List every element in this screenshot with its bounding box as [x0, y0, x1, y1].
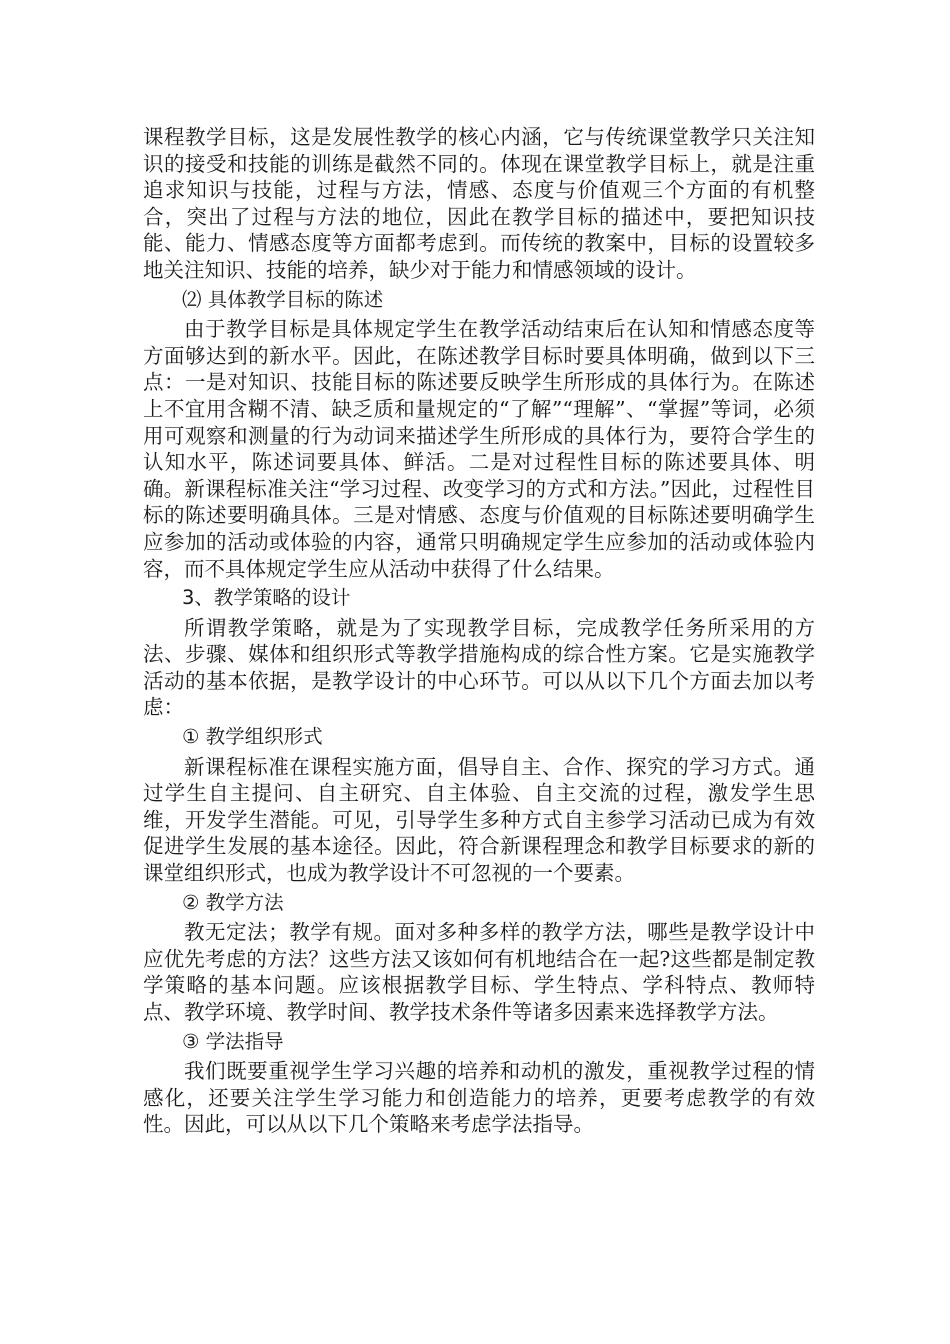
- heading-teaching-methods: ② 教学方法: [182, 890, 284, 914]
- paragraph-continued: 课程教学目标，这是发展性教学的核心内涵，它与传统课堂教学只关注知识的接受和技能的训练是截然不同的。体现在课堂教学目标上，就是注重追求知识与技能，过程与方法，情感、态度与价值观三个方面的有机整合，突出了过程与方法的地位，因此在教学目标的描述中，要把知识技能、能力、情感态度等方面都考虑到。而传统的教案中，目标的设置较多地关注知识、技能的培养，缺少对于能力和情感领域的设计。: [143, 125, 815, 282]
- heading-organization-form: ① 教学组织形式: [182, 725, 323, 749]
- document-page: [143, 124, 815, 1138]
- heading-specific-objectives: ⑵ 具体教学目标的陈述: [182, 287, 384, 311]
- paragraph-learning-guidance: 我们既要重视学生学习兴趣的培养和动机的激发，重视教学过程的情感化，还要关注学生学习能力和创造能力的培养，更要考虑教学的有效性。因此，可以从以下几个策略来考虑学法指导。: [143, 1059, 815, 1137]
- paragraph-objective-statement: 由于教学目标是具体规定学生在教学活动结束后在认知和情感态度等方面够达到的新水平。因此，在陈述教学目标时要具体明确，做到以下三点：一是对知识、技能目标的陈述要反映学生所形成的具体行为。在陈述上不宜用含糊不清、缺乏质和量规定的“了解”“理解”、“掌握”等词，必须用可观察和测量的行为动词来描述学生所形成的具体行为，要符合学生的认知水平，陈述词要具体、鲜活。二是对过程性目标的陈述要具体、明确。新课程标准关注“学习过程、改变学习的方式和方法。”因此，过程性目标的陈述要明确具体。三是对情感、态度与价值观的目标陈述要明确学生应参加的活动或体验的内容，通常只明确规定学生应参加的活动或体验内容，而不具体规定学生应从活动中获得了什么结果。: [143, 317, 815, 581]
- heading-teaching-strategy: 3、教学策略的设计: [182, 586, 351, 610]
- paragraph-strategy-definition: 所谓教学策略，就是为了实现教学目标，完成教学任务所采用的方法、步骤、媒体和组织形式等教学措施构成的综合性方案。它是实施教学活动的基本依据，是教学设计的中心环节。可以从以下几个方面去加以考虑：: [143, 615, 815, 720]
- heading-learning-guidance: ③ 学法指导: [182, 1029, 284, 1053]
- paragraph-organization-form: 新课程标准在课程实施方面，倡导自主、合作、探究的学习方式。通过学生自主提问、自主研究、自主体验、自主交流的过程，激发学生思维，开发学生潜能。可见，引导学生多种方式自主参学习活动已成为有效促进学生发展的基本途径。因此，符合新课程理念和教学目标要求的新的课堂组织形式，也成为教学设计不可忽视的一个要素。: [143, 754, 815, 886]
- paragraph-teaching-methods: 教无定法；教学有规。面对多种多样的教学方法，哪些是教学设计中应优先考虑的方法？这些方法又该如何有机地结合在一起?这些都是制定教学策略的基本问题。应该根据教学目标、学生特点、学科特点、教师特点、教学环境、教学时间、教学技术条件等诸多因素来选择教学方法。: [143, 920, 815, 1024]
